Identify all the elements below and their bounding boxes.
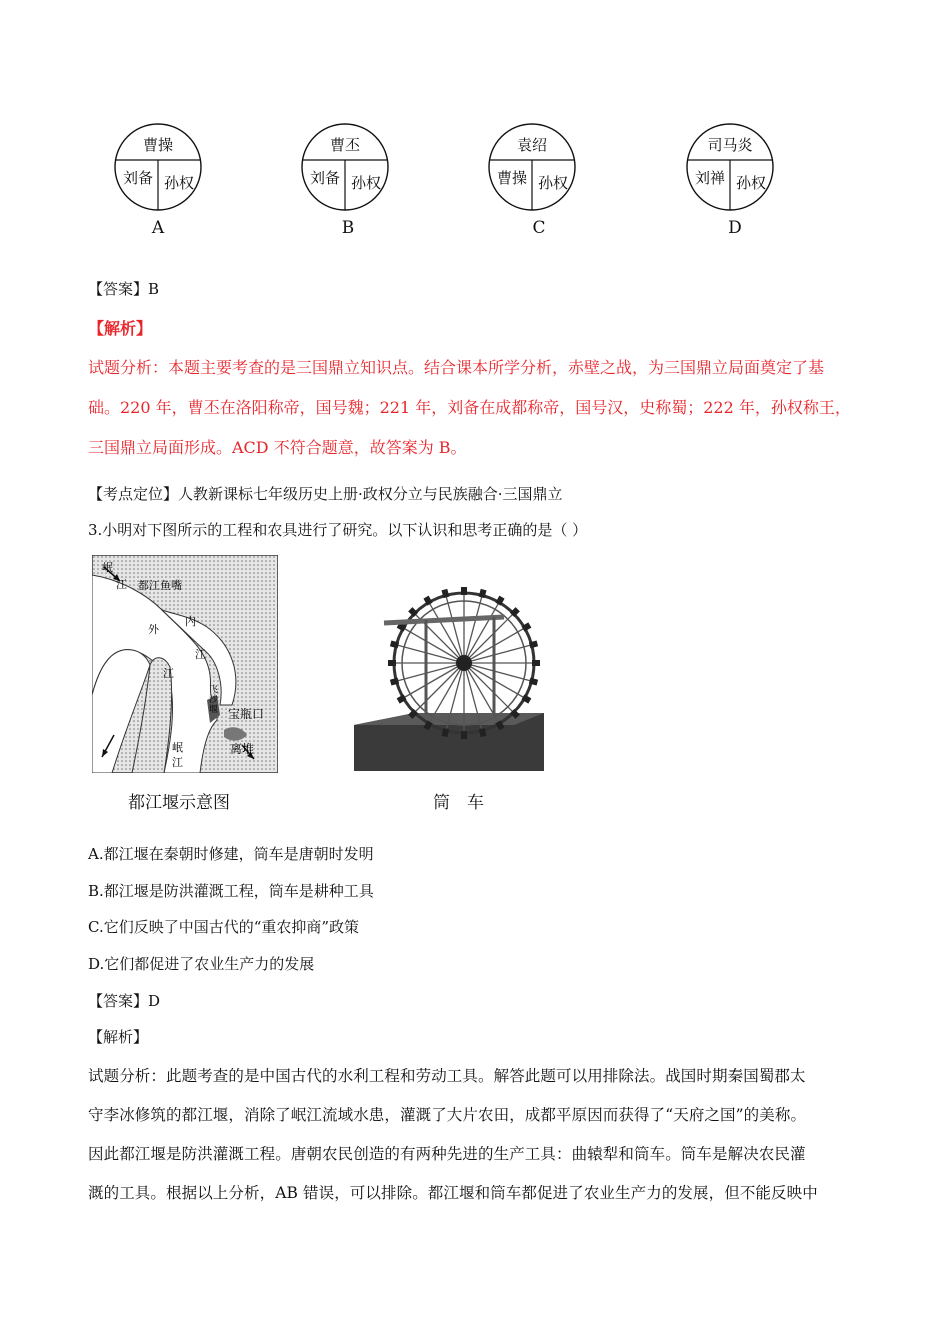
map-label-nei-jiang: 江	[195, 648, 206, 661]
option-d-top-name: 司马炎	[707, 136, 753, 154]
water-wheel-image	[354, 575, 544, 771]
q2-analysis-line-2: 础。220 年，曹丕在洛阳称帝，国号魏；221 年，刘备在成都称帝，国号汉，史称蜀；222 年，孙权称王，	[88, 398, 851, 417]
map-label-wai-jiang: 江	[163, 667, 174, 680]
map-label-feisha-2: 沙	[209, 695, 219, 705]
option-circle-c	[487, 122, 577, 212]
option-circle-b	[300, 122, 390, 212]
option-letter-c: C	[532, 218, 546, 238]
q3-option-a: A.都江堰在秦朝时修建，筒车是唐朝时发明	[88, 845, 374, 863]
q3-option-d: D.它们都促进了农业生产力的发展	[88, 955, 315, 973]
option-c-top-name: 袁绍	[516, 136, 548, 154]
q3-analysis-line-4: 溉的工具。根据以上分析，AB 错误，可以排除。都江堰和筒车都促进了农业生产力的发展，但不能反映中	[88, 1184, 818, 1202]
option-b-top-name: 曹丕	[329, 136, 361, 154]
map-label-min-2: 江	[116, 578, 127, 591]
q3-analysis-line-2: 守李冰修筑的都江堰，消除了岷江流域水患，灌溉了大片农田，成都平原因而获得了“天府之国”的美称。	[88, 1106, 807, 1124]
wheel-caption: 筒 车	[433, 793, 484, 813]
option-a-right-name: 孙权	[163, 174, 195, 192]
option-a-left-name: 刘备	[122, 169, 154, 187]
q2-analysis-line-3: 三国鼎立局面形成。ACD 不符合题意，故答案为 B。	[88, 438, 467, 457]
map-label-nei: 内	[185, 615, 196, 628]
map-label-feisha-1: 飞	[209, 685, 219, 695]
map-label-feisha-3: 堰	[209, 705, 219, 715]
q3-stem: 3.小明对下图所示的工程和农具进行了研究。以下认识和思考正确的是（ ）	[88, 521, 588, 539]
map-label-wai: 外	[148, 623, 159, 636]
option-b-right-name: 孙权	[350, 174, 382, 192]
map-label-min-1: 岷	[102, 561, 113, 574]
map-label-yuzui: 都江鱼嘴	[138, 579, 182, 592]
q3-option-c: C.它们反映了中国古代的“重农抑商”政策	[88, 918, 360, 936]
map-label-min-4: 江	[172, 756, 183, 769]
q3-analysis-line-3: 因此都江堰是防洪灌溉工程。唐朝农民创造的有两种先进的生产工具：曲辕犁和筒车。筒车是解决农民灌	[88, 1145, 806, 1163]
map-label-lidui: 离堆	[230, 742, 255, 756]
option-circle-a	[113, 122, 203, 212]
q2-analysis-title: 【解析】	[88, 319, 153, 338]
q3-option-b: B.都江堰是防洪灌溉工程，筒车是耕种工具	[88, 882, 374, 900]
q2-kaodian: 【考点定位】人教新课标七年级历史上册·政权分立与民族融合·三国鼎立	[88, 485, 563, 503]
option-circle-d	[685, 122, 775, 212]
map-label-min-3: 岷	[172, 741, 183, 754]
option-letter-d: D	[728, 218, 742, 238]
option-a-top-name: 曹操	[142, 136, 174, 154]
q3-analysis-line-1: 试题分析：此题考查的是中国古代的水利工程和劳动工具。解答此题可以用排除法。战国时期秦国蜀郡太	[88, 1067, 806, 1085]
map-caption: 都江堰示意图	[128, 793, 230, 813]
option-d-right-name: 孙权	[735, 174, 767, 192]
dujiangyan-map	[92, 555, 278, 773]
option-letter-a: A	[151, 218, 165, 238]
option-c-left-name: 曹操	[496, 169, 528, 187]
q2-analysis-line-1: 试题分析：本题主要考查的是三国鼎立知识点。结合课本所学分析，赤壁之战，为三国鼎立局面奠定了基	[88, 358, 825, 377]
map-label-baoping: 宝瓶口	[228, 707, 265, 721]
q2-answer: 【答案】B	[88, 280, 160, 298]
option-c-right-name: 孙权	[537, 174, 569, 192]
option-letter-b: B	[341, 218, 355, 238]
q3-answer: 【答案】D	[88, 992, 161, 1010]
option-b-left-name: 刘备	[309, 169, 341, 187]
option-d-left-name: 刘禅	[694, 169, 726, 187]
q3-analysis-title: 【解析】	[88, 1028, 149, 1046]
